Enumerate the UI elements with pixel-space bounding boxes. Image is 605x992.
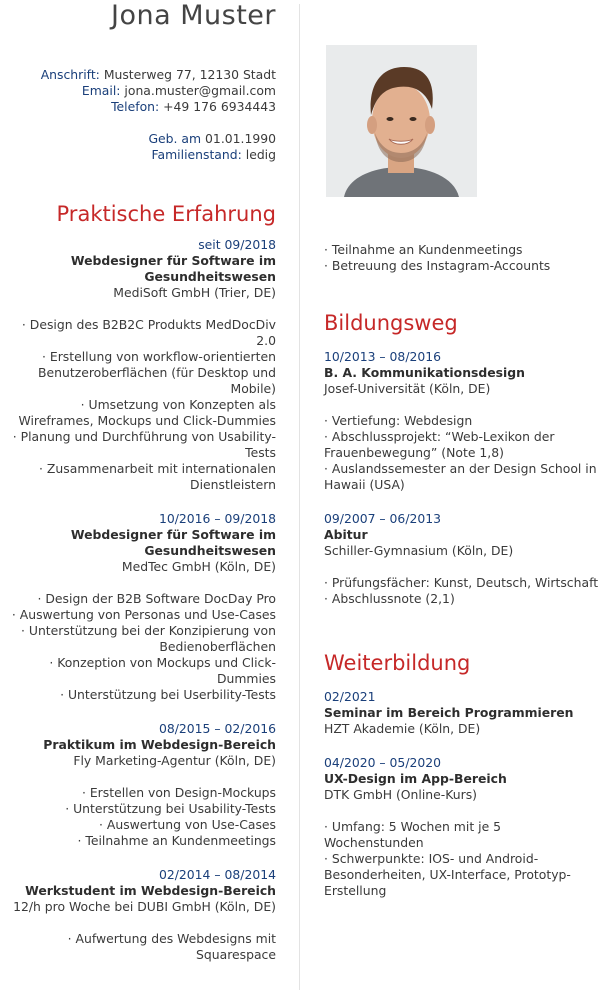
bullet-line: Besonderheiten, UX-Interface, Prototyp- xyxy=(324,867,571,882)
bullet-line: 2.0 xyxy=(256,333,276,348)
bullet-line: · Teilnahme an Kundenmeetings xyxy=(324,242,523,257)
email-line xyxy=(0,83,276,99)
bullet-line: · Design der B2B Software DocDay Pro xyxy=(37,591,276,606)
experience-entry xyxy=(0,511,276,703)
experience-entry xyxy=(0,867,276,963)
family-label: Familienstand: xyxy=(151,147,242,162)
contact-block xyxy=(0,67,276,115)
email-label: Email: xyxy=(81,83,121,98)
entry-bullets xyxy=(324,819,605,899)
training-entry xyxy=(324,689,605,737)
bullet-line: · Aufwertung des Webdesigns mit xyxy=(67,931,276,946)
family-line xyxy=(0,147,276,163)
avatar xyxy=(326,45,477,197)
bullet-line: Mobile) xyxy=(230,381,276,396)
entry-date: seit 09/2018 xyxy=(198,237,276,252)
entry-school: Josef-Universität (Köln, DE) xyxy=(324,381,491,396)
entry-date: 10/2016 – 09/2018 xyxy=(158,511,276,526)
left-column xyxy=(0,0,276,981)
entry-role: Webdesigner für Software im xyxy=(70,253,276,268)
bullet-line: · Umsetzung von Konzepten als xyxy=(80,397,276,412)
education-section xyxy=(324,310,605,625)
entry-role: Gesundheitswesen xyxy=(144,269,276,284)
entry-date: 09/2007 – 06/2013 xyxy=(324,511,442,526)
phone-value[interactable]: +49 176 6934443 xyxy=(163,99,276,114)
bullet-line: · Design des B2B2C Produkts MedDocDiv xyxy=(21,317,276,332)
entry-school: DTK GmbH (Online-Kurs) xyxy=(324,787,477,802)
entry-company: Fly Marketing-Agentur (Köln, DE) xyxy=(73,753,276,768)
bullet-line: · Erstellung von workflow-orientierten xyxy=(42,349,276,364)
entry-date: 10/2013 – 08/2016 xyxy=(324,349,442,364)
bullet-line: · Unterstützung bei der Konzipierung von xyxy=(21,623,276,638)
bullet-line: Hawaii (USA) xyxy=(324,477,405,492)
birth-label: Geb. am xyxy=(148,131,202,146)
entry-degree: UX-Design im App-Bereich xyxy=(324,771,507,786)
entry-degree: Seminar im Bereich Programmieren xyxy=(324,705,574,720)
column-divider xyxy=(299,4,300,990)
entry-degree: B. A. Kommunikationsdesign xyxy=(324,365,525,380)
entry-school: Schiller-Gymnasium (Köln, DE) xyxy=(324,543,514,558)
bullet-line: · Auslandssemester an der Design School in xyxy=(324,461,597,476)
bullet-line: Tests xyxy=(245,445,276,460)
entry-company: 12/h pro Woche bei DUBI GmbH (Köln, DE) xyxy=(13,899,276,914)
entry-role: Praktikum im Webdesign-Bereich xyxy=(43,737,276,752)
bullet-line: Benutzeroberflächen (für Desktop und xyxy=(38,365,276,380)
phone-label: Telefon: xyxy=(111,99,160,114)
experience-continued xyxy=(324,242,605,274)
bullet-line: Frauenbewegung” (Note 1,8) xyxy=(324,445,504,460)
education-heading: Bildungsweg xyxy=(324,311,458,335)
bullet-line: · Auswertung von Personas und Use-Cases xyxy=(11,607,276,622)
bullet-line: Bedienoberflächen xyxy=(159,639,276,654)
training-section xyxy=(324,650,605,917)
portrait-icon xyxy=(326,45,477,197)
bullet-line: · Konzeption von Mockups und Click- xyxy=(49,655,276,670)
birth-line xyxy=(0,131,276,147)
entry-company: MedTec GmbH (Köln, DE) xyxy=(121,559,276,574)
birth-value: 01.01.1990 xyxy=(205,131,276,146)
address-value: Musterweg 77, 12130 Stadt xyxy=(103,67,276,82)
phone-line xyxy=(0,99,276,115)
entry-date: 02/2021 xyxy=(324,689,376,704)
bullet-line: Dummies xyxy=(216,671,276,686)
bullet-line: · Vertiefung: Webdesign xyxy=(324,413,473,428)
bullet-line: · Abschlussprojekt: “Web-Lexikon der xyxy=(324,429,555,444)
training-heading: Weiterbildung xyxy=(324,651,471,675)
entry-degree: Abitur xyxy=(324,527,368,542)
entry-bullets xyxy=(0,931,276,963)
bullet-line: Wochenstunden xyxy=(324,835,424,850)
entry-bullets xyxy=(324,413,605,493)
training-entry xyxy=(324,755,605,899)
entry-bullets xyxy=(0,591,276,703)
entry-bullets xyxy=(0,785,276,849)
bullet-line: · Betreuung des Instagram-Accounts xyxy=(324,258,551,273)
address-label: Anschrift: xyxy=(40,67,100,82)
education-entry xyxy=(324,349,605,493)
bullet-line: · Umfang: 5 Wochen mit je 5 xyxy=(324,819,502,834)
entry-role: Gesundheitswesen xyxy=(144,543,276,558)
email-value[interactable]: jona.muster@gmail.com xyxy=(124,83,276,98)
bullet-line: · Auswertung von Use-Cases xyxy=(99,817,276,832)
entry-date: 02/2014 – 08/2014 xyxy=(158,867,276,882)
bullet-line: · Teilnahme an Kundenmeetings xyxy=(77,833,276,848)
bullet-line: Dienstleistern xyxy=(190,477,276,492)
address-line xyxy=(0,67,276,83)
experience-heading: Praktische Erfahrung xyxy=(56,202,276,226)
entry-role: Webdesigner für Software im xyxy=(70,527,276,542)
bullet-line: Wireframes, Mockups und Click-Dummies xyxy=(18,413,276,428)
entry-date: 08/2015 – 02/2016 xyxy=(158,721,276,736)
family-value: ledig xyxy=(245,147,276,162)
experience-entry xyxy=(0,237,276,493)
education-entry xyxy=(324,511,605,607)
experience-entry xyxy=(0,721,276,849)
bullet-line: · Schwerpunkte: IOS- und Android- xyxy=(324,851,539,866)
bullet-line: · Planung und Durchführung von Usability- xyxy=(12,429,276,444)
bullet-line: · Prüfungsfächer: Kunst, Deutsch, Wirtschaft xyxy=(324,575,599,590)
bullet-line: · Unterstützung bei Usability-Tests xyxy=(65,801,276,816)
entry-bullets xyxy=(0,317,276,493)
bullet-line: · Abschlussnote (2,1) xyxy=(324,591,455,606)
bullet-line: · Erstellen von Design-Mockups xyxy=(81,785,276,800)
page-title: Jona Muster xyxy=(111,0,276,31)
entry-school: HZT Akademie (Köln, DE) xyxy=(324,721,481,736)
bullet-line: · Zusammenarbeit mit internationalen xyxy=(39,461,276,476)
entry-bullets xyxy=(324,575,605,607)
entry-company: MediSoft GmbH (Trier, DE) xyxy=(113,285,276,300)
bullet-line: · Unterstützung bei Userbility-Tests xyxy=(60,687,276,702)
bullet-line: Erstellung xyxy=(324,883,387,898)
entry-date: 04/2020 – 05/2020 xyxy=(324,755,442,770)
entry-role: Werkstudent im Webdesign-Bereich xyxy=(25,883,276,898)
bullet-line: Squarespace xyxy=(196,947,276,962)
personal-block xyxy=(0,131,276,163)
